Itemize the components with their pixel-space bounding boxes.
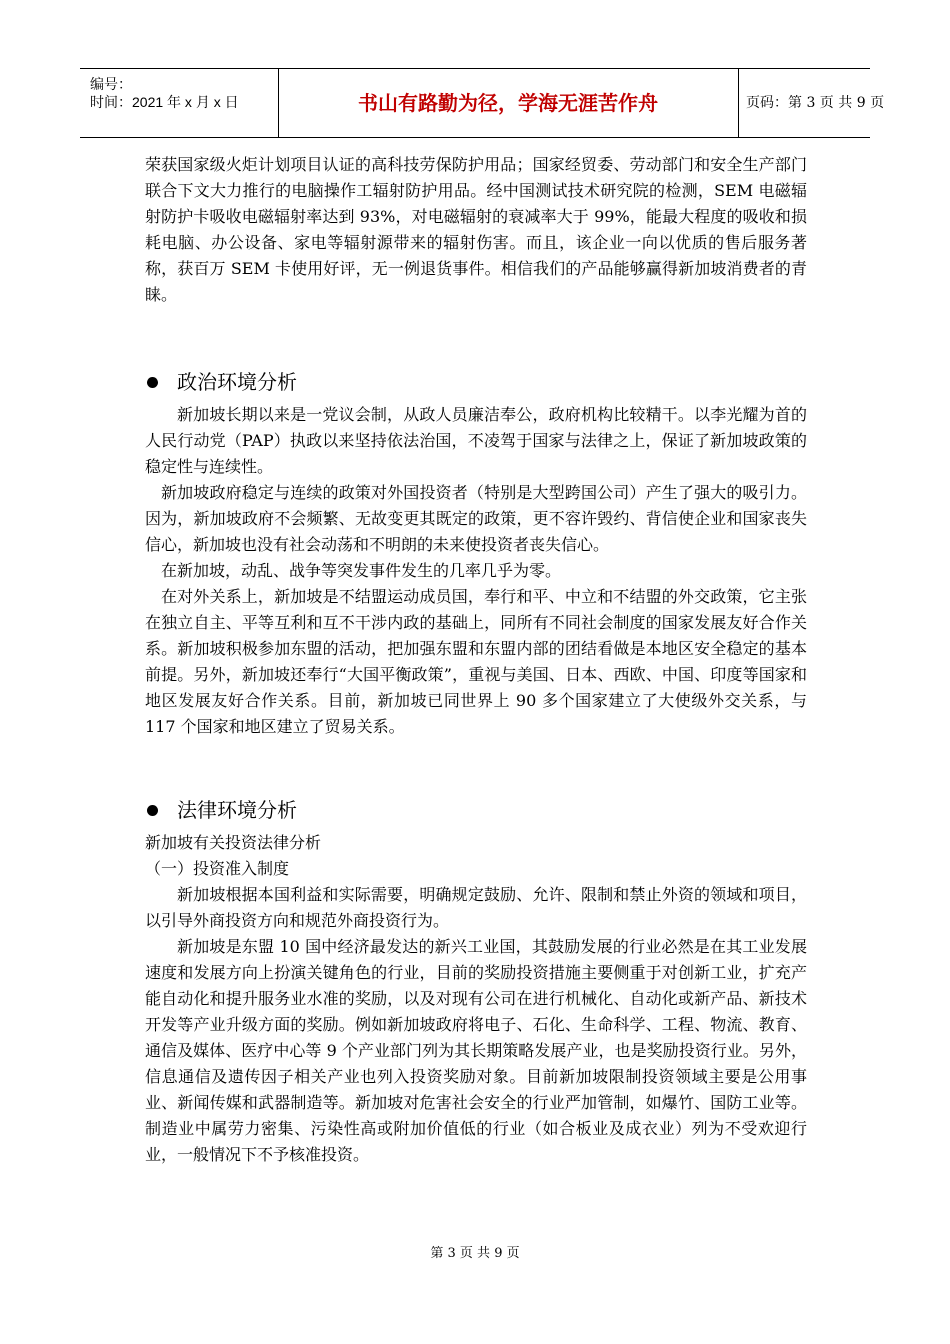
time-label: 时间：2021 年 x 月 x 日 (90, 94, 239, 110)
political-paragraph: 在对外关系上，新加坡是不结盟运动成员国，奉行和平、中立和不结盟的外交政策，它主张在独立自主、平等互利和互不干涉内政的基础上，同所有不同社会制度的国家发展友好合作关系。新加坡积极参加东盟的活动，把加强东盟和东盟内部的团结看做是本地区安全稳定的基本前提。另外，新加坡还奉行“大国平衡政策”，重视与美国、日本、西欧、中国、印度等国家和地区发展友好合作关系。目前，新加坡已同世界上 90 多个国家建立了大使级外交关系，与 117 个国家和地区建立了贸易关系。 (145, 587, 807, 736)
section-heading-political (145, 368, 807, 396)
header-info-cell (80, 69, 279, 137)
legal-paragraph: 新加坡是东盟 10 国中经济最发达的新兴工业国，其鼓励发展的行业必然是在其工业发展速度和发展方向上扮演关键角色的行业，目前的奖励投资措施主要侧重于对创新工业，扩充产能自动化和提升服务业水准的奖励，以及对现有公司在进行机械化、自动化或新产品、新技术开发等产业升级方面的奖励。例如新加坡政府将电子、石化、生命科学、工程、物流、教育、通信及媒体、医疗中心等 9 个产业部门列为其长期策略发展产业，也是奖励投资行业。另外，信息通信及遗传因子相关产业也列入投资奖励对象。目前新加坡限制投资领域主要是公用事业、新闻传媒和武器制造等。新加坡对危害社会安全的行业严加管制，如爆竹、国防工业等。制造业中属劳力密集、污染性高或附加价值低的行业（如合板业及成衣业）列为不受欢迎行业，一般情况下不予核准投资。 (145, 937, 807, 1164)
page-footer: 第 3 页 共 9 页 (430, 1246, 520, 1261)
legal-subsection: （一）投资准入制度 (145, 859, 290, 878)
page-header (80, 68, 885, 138)
political-paragraph: 在新加坡，动乱、战争等突发事件发生的几率几乎为零。 (161, 561, 562, 580)
bullet-icon (147, 377, 158, 388)
intro-paragraph: 荣获国家级火炬计划项目认证的高科技劳保防护用品；国家经贸委、劳动部门和安全生产部门联合下文大力推行的电脑操作工辐射防护用品。经中国测试技术研究院的检测，SEM 电磁辐射防护卡吸收电磁辐射率达到 93%，对电磁辐射的衰减率大于 99%，能最大程度的吸收和损耗电脑、办公设备、家电等辐射源带来的辐射伤害。而且，该企业一向以优质的售后服务著称，获百万 SEM 卡使用好评，无一例退货事件。相信我们的产品能够赢得新加坡消费者的青睐。 (145, 155, 807, 304)
section-heading-text: 政治环境分析 (177, 370, 297, 394)
section-heading-text: 法律环境分析 (177, 798, 297, 822)
legal-subtitle: 新加坡有关投资法律分析 (145, 833, 322, 852)
political-paragraph: 新加坡长期以来是一党议会制，从政人员廉洁奉公，政府机构比较精干。以李光耀为首的人民行动党（PAP）执政以来坚持依法治国，不凌驾于国家与法律之上，保证了新加坡政策的稳定性与连续性。 (145, 405, 807, 476)
main-content (145, 152, 807, 1168)
bullet-icon (147, 805, 158, 816)
header-page-cell (738, 69, 885, 137)
page-label: 页码：第 3 页 共 9 页 (746, 95, 885, 111)
section-heading-legal (145, 796, 807, 824)
legal-paragraph: 新加坡根据本国利益和实际需要，明确规定鼓励、允许、限制和禁止外资的领域和项目，以引导外商投资方向和规范外商投资行为。 (145, 885, 807, 930)
political-paragraph: 新加坡政府稳定与连续的政策对外国投资者（特别是大型跨国公司）产生了强大的吸引力。因为，新加坡政府不会频繁、无故变更其既定的政策，更不容许毁约、背信使企业和国家丧失信心，新加坡也没有社会动荡和不明朗的未来使投资者丧失信心。 (145, 483, 807, 554)
motto: 书山有路勤为径，学海无涯苦作舟 (358, 91, 658, 115)
doc-number-label: 编号： (90, 76, 132, 92)
header-motto-cell (278, 69, 739, 137)
